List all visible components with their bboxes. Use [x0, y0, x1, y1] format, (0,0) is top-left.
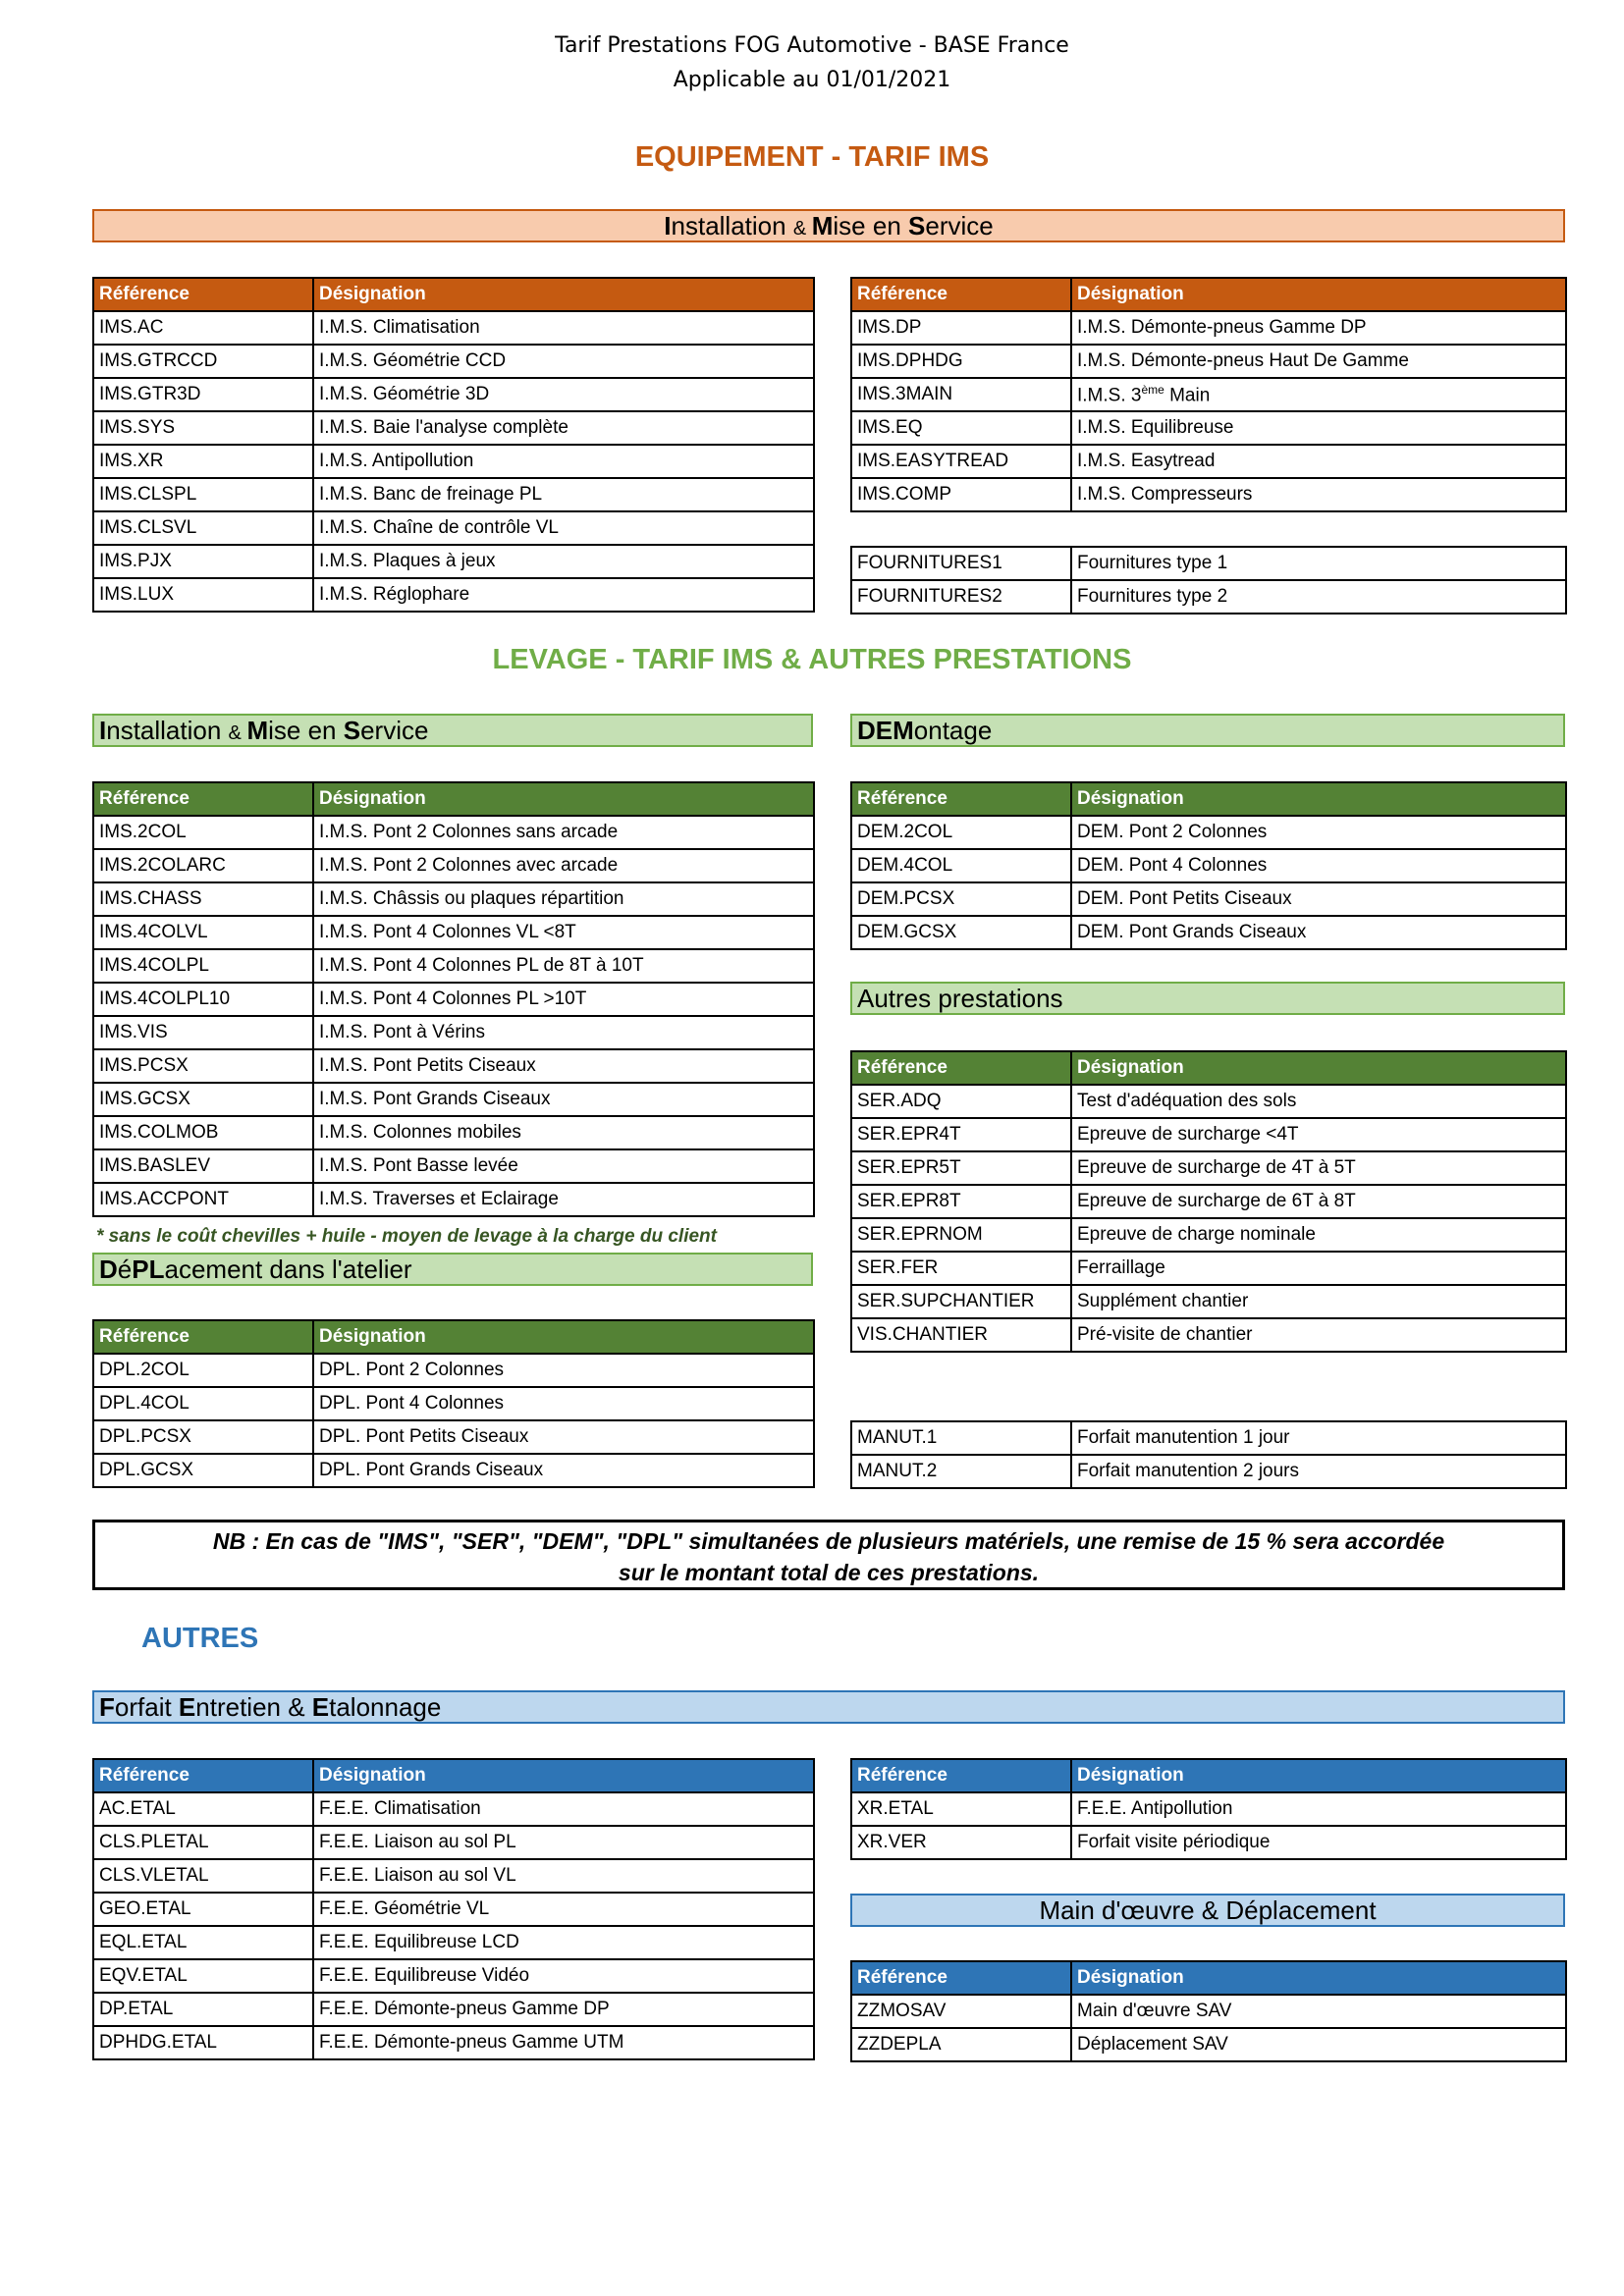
table-demontage [850, 781, 1567, 950]
cell-reference: IMS.ACCPONT [93, 1183, 313, 1216]
cell-reference: SER.EPR4T [851, 1118, 1071, 1151]
cell-reference: IMS.CLSVL [93, 511, 313, 545]
cell-designation: F.E.E. Antipollution [1071, 1792, 1566, 1826]
table-row [851, 882, 1566, 916]
table-manutention [850, 1420, 1567, 1489]
cell-designation: I.M.S. Pont Basse levée [313, 1149, 814, 1183]
document-date: Applicable au 01/01/2021 [673, 68, 951, 92]
cell-reference: IMS.LUX [93, 578, 313, 612]
table-row [93, 1183, 814, 1216]
section-title-levage: LEVAGE - TARIF IMS & AUTRES PRESTATIONS [492, 644, 1132, 675]
table-header-row [93, 1320, 814, 1354]
cell-reference: IMS.2COL [93, 816, 313, 849]
table-row [93, 1993, 814, 2026]
header-designation: Désignation [1071, 1961, 1566, 1995]
cell-reference: IMS.VIS [93, 1016, 313, 1049]
header-reference: Référence [93, 1759, 313, 1792]
cell-designation: I.M.S. Pont 4 Colonnes VL <8T [313, 916, 814, 949]
header-reference: Référence [93, 782, 313, 816]
cell-designation: I.M.S. Pont à Vérins [313, 1016, 814, 1049]
cell-reference: FOURNITURES2 [851, 580, 1071, 614]
table-row [93, 1926, 814, 1959]
cell-designation: Epreuve de charge nominale [1071, 1218, 1566, 1252]
cell-designation: DEM. Pont 2 Colonnes [1071, 816, 1566, 849]
table-autres-prestations [850, 1050, 1567, 1353]
table-row [93, 411, 814, 445]
cell-designation: Forfait manutention 2 jours [1071, 1455, 1566, 1488]
cell-designation: Forfait visite périodique [1071, 1826, 1566, 1859]
table-equipement-left [92, 277, 815, 613]
table-row [851, 1085, 1566, 1118]
band-autres-prestations: Autres prestations [850, 982, 1565, 1015]
cell-designation: Forfait manutention 1 jour [1071, 1421, 1566, 1455]
table-row [93, 1387, 814, 1420]
cell-designation: I.M.S. Easytread [1071, 445, 1566, 478]
table-antipollution [850, 1758, 1567, 1860]
table-row [93, 1826, 814, 1859]
header-designation: Désignation [1071, 1759, 1566, 1792]
table-row [93, 1893, 814, 1926]
header-designation: Désignation [1071, 278, 1566, 311]
table-row [93, 1420, 814, 1454]
designation-superscript: ème [1141, 382, 1164, 397]
table-main-oeuvre [850, 1960, 1567, 2062]
table-row [93, 1959, 814, 1993]
cell-reference: IMS.CHASS [93, 882, 313, 916]
cell-reference: MANUT.2 [851, 1455, 1071, 1488]
cell-designation: I.M.S. Compresseurs [1071, 478, 1566, 511]
table-row [851, 849, 1566, 882]
table-row [93, 983, 814, 1016]
cell-designation: I.M.S. Plaques à jeux [313, 545, 814, 578]
remise-note-line1: NB : En cas de "IMS", "SER", "DEM", "DPL" simultanées de plusieurs matériels, une remise de 15 % sera accordée [212, 1528, 1445, 1554]
cell-designation: F.E.E. Equilibreuse LCD [313, 1926, 814, 1959]
table-row [93, 1354, 814, 1387]
cell-designation: DPL. Pont Grands Ciseaux [313, 1454, 814, 1487]
table-equipement-right [850, 277, 1567, 512]
cell-designation: DEM. Pont Petits Ciseaux [1071, 882, 1566, 916]
table-row [851, 1252, 1566, 1285]
header-designation: Désignation [313, 1320, 814, 1354]
table-row [93, 545, 814, 578]
table-row [93, 1859, 814, 1893]
table-row [851, 2028, 1566, 2061]
cell-designation: I.M.S. Géométrie CCD [313, 345, 814, 378]
table-row [93, 511, 814, 545]
table-row [851, 1826, 1566, 1859]
table-row [851, 916, 1566, 949]
table-row [93, 1454, 814, 1487]
cell-reference: IMS.XR [93, 445, 313, 478]
cell-reference: ZZMOSAV [851, 1995, 1071, 2028]
cell-reference: DEM.PCSX [851, 882, 1071, 916]
cell-designation: I.M.S. Chaîne de contrôle VL [313, 511, 814, 545]
band-forfait-entretien: Forfait Entretien & Etalonnage [92, 1690, 1565, 1724]
cell-designation: Test d'adéquation des sols [1071, 1085, 1566, 1118]
table-row [93, 345, 814, 378]
table-forfait-entretien [92, 1758, 815, 2060]
cell-designation: Ferraillage [1071, 1252, 1566, 1285]
cell-designation: Fournitures type 1 [1071, 547, 1566, 580]
cell-designation: I.M.S. Pont Grands Ciseaux [313, 1083, 814, 1116]
band-equipement-ims: Installation & Mise en Service [92, 209, 1565, 242]
cell-designation: F.E.E. Liaison au sol PL [313, 1826, 814, 1859]
header-reference: Référence [851, 1759, 1071, 1792]
table-row [93, 1049, 814, 1083]
cell-reference: IMS.GCSX [93, 1083, 313, 1116]
table-row [93, 1083, 814, 1116]
cell-designation: I.M.S. Baie l'analyse complète [313, 411, 814, 445]
table-row [93, 916, 814, 949]
cell-designation: F.E.E. Equilibreuse Vidéo [313, 1959, 814, 1993]
table-row [93, 478, 814, 511]
cell-reference: DPL.2COL [93, 1354, 313, 1387]
cell-designation [1071, 378, 1566, 411]
cell-designation: I.M.S. Pont 2 Colonnes sans arcade [313, 816, 814, 849]
table-row [851, 478, 1566, 511]
cell-reference: SER.EPRNOM [851, 1218, 1071, 1252]
table-row [93, 849, 814, 882]
band-levage-ims: Installation & Mise en Service [92, 714, 813, 747]
cell-reference: IMS.DP [851, 311, 1071, 345]
table-header-row [851, 782, 1566, 816]
band-demontage: DEMontage [850, 714, 1565, 747]
table-row [93, 1149, 814, 1183]
cell-reference: IMS.EQ [851, 411, 1071, 445]
header-reference: Référence [851, 278, 1071, 311]
designation-text: I.M.S. 3 [1077, 385, 1142, 406]
band-deplacement: DéPLacement dans l'atelier [92, 1253, 813, 1286]
cell-reference: DPL.PCSX [93, 1420, 313, 1454]
cell-designation: I.M.S. Châssis ou plaques répartition [313, 882, 814, 916]
cell-reference: IMS.4COLPL [93, 949, 313, 983]
cell-reference: SER.EPR8T [851, 1185, 1071, 1218]
cell-reference: DP.ETAL [93, 1993, 313, 2026]
cell-designation: I.M.S. Banc de freinage PL [313, 478, 814, 511]
cell-reference: DEM.GCSX [851, 916, 1071, 949]
cell-designation: I.M.S. Pont 4 Colonnes PL >10T [313, 983, 814, 1016]
cell-designation: Main d'œuvre SAV [1071, 1995, 1566, 2028]
cell-designation: Epreuve de surcharge de 4T à 5T [1071, 1151, 1566, 1185]
table-row [851, 411, 1566, 445]
cell-designation: I.M.S. Climatisation [313, 311, 814, 345]
cell-reference: SER.FER [851, 1252, 1071, 1285]
cell-reference: FOURNITURES1 [851, 547, 1071, 580]
table-row [851, 445, 1566, 478]
header-designation: Désignation [313, 782, 814, 816]
document-title: Tarif Prestations FOG Automotive - BASE France [555, 33, 1069, 58]
cell-designation: I.M.S. Pont 2 Colonnes avec arcade [313, 849, 814, 882]
cell-reference: IMS.4COLVL [93, 916, 313, 949]
cell-reference: DPL.4COL [93, 1387, 313, 1420]
cell-designation: Epreuve de surcharge <4T [1071, 1118, 1566, 1151]
cell-reference: CLS.VLETAL [93, 1859, 313, 1893]
table-row [851, 1421, 1566, 1455]
header-reference: Référence [93, 1320, 313, 1354]
cell-designation: DPL. Pont 4 Colonnes [313, 1387, 814, 1420]
cell-designation: Déplacement SAV [1071, 2028, 1566, 2061]
cell-reference: IMS.CLSPL [93, 478, 313, 511]
table-levage-ims [92, 781, 815, 1217]
cell-reference: IMS.PCSX [93, 1049, 313, 1083]
cell-designation: I.M.S. Antipollution [313, 445, 814, 478]
table-row [93, 1116, 814, 1149]
cell-designation: DPL. Pont Petits Ciseaux [313, 1420, 814, 1454]
header-reference: Référence [851, 782, 1071, 816]
cell-designation: F.E.E. Climatisation [313, 1792, 814, 1826]
cell-designation: F.E.E. Liaison au sol VL [313, 1859, 814, 1893]
table-row [93, 445, 814, 478]
cell-reference: EQL.ETAL [93, 1926, 313, 1959]
band-main-oeuvre: Main d'œuvre & Déplacement [850, 1894, 1565, 1927]
table-row [851, 1151, 1566, 1185]
cell-designation: I.M.S. Traverses et Eclairage [313, 1183, 814, 1216]
designation-text: Main [1164, 385, 1211, 406]
cell-reference: IMS.BASLEV [93, 1149, 313, 1183]
cell-reference: GEO.ETAL [93, 1893, 313, 1926]
cell-reference: DEM.4COL [851, 849, 1071, 882]
cell-reference: EQV.ETAL [93, 1959, 313, 1993]
cell-designation: F.E.E. Géométrie VL [313, 1893, 814, 1926]
cell-reference: IMS.GTRCCD [93, 345, 313, 378]
header-designation: Désignation [313, 1759, 814, 1792]
table-row [851, 547, 1566, 580]
cell-designation: I.M.S. Réglophare [313, 578, 814, 612]
cell-reference: IMS.PJX [93, 545, 313, 578]
table-row [851, 1218, 1566, 1252]
table-row [851, 1185, 1566, 1218]
table-row [851, 1285, 1566, 1318]
header-designation: Désignation [1071, 782, 1566, 816]
header-reference: Référence [851, 1051, 1071, 1085]
cell-designation: I.M.S. Colonnes mobiles [313, 1116, 814, 1149]
table-row [851, 1995, 1566, 2028]
cell-designation: I.M.S. Pont Petits Ciseaux [313, 1049, 814, 1083]
table-header-row [93, 278, 814, 311]
cell-reference: XR.VER [851, 1826, 1071, 1859]
table-row [851, 378, 1566, 411]
cell-reference: VIS.CHANTIER [851, 1318, 1071, 1352]
cell-reference: SER.EPR5T [851, 1151, 1071, 1185]
table-row [93, 882, 814, 916]
table-row [851, 1792, 1566, 1826]
cell-reference: SER.ADQ [851, 1085, 1071, 1118]
cell-reference: IMS.4COLPL10 [93, 983, 313, 1016]
section-title-equipement: EQUIPEMENT - TARIF IMS [634, 141, 990, 173]
cell-reference: DPL.GCSX [93, 1454, 313, 1487]
table-header-row [851, 1759, 1566, 1792]
cell-reference: IMS.DPHDG [851, 345, 1071, 378]
cell-designation: DEM. Pont Grands Ciseaux [1071, 916, 1566, 949]
cell-designation: I.M.S. Géométrie 3D [313, 378, 814, 411]
cell-reference: XR.ETAL [851, 1792, 1071, 1826]
cell-designation: I.M.S. Démonte-pneus Haut De Gamme [1071, 345, 1566, 378]
table-row [93, 311, 814, 345]
cell-reference: ZZDEPLA [851, 2028, 1071, 2061]
table-row [851, 1455, 1566, 1488]
table-header-row [851, 278, 1566, 311]
cell-designation: F.E.E. Démonte-pneus Gamme UTM [313, 2026, 814, 2059]
table-fournitures [850, 546, 1567, 614]
header-designation: Désignation [1071, 1051, 1566, 1085]
table-header-row [851, 1961, 1566, 1995]
header-reference: Référence [93, 278, 313, 311]
table-header-row [93, 1759, 814, 1792]
cell-reference: AC.ETAL [93, 1792, 313, 1826]
table-row [93, 949, 814, 983]
cell-reference: DPHDG.ETAL [93, 2026, 313, 2059]
cell-designation: DPL. Pont 2 Colonnes [313, 1354, 814, 1387]
table-deplacement [92, 1319, 815, 1488]
header-reference: Référence [851, 1961, 1071, 1995]
table-row [851, 816, 1566, 849]
table-row [851, 1118, 1566, 1151]
header-designation: Désignation [313, 278, 814, 311]
table-row [851, 311, 1566, 345]
table-row [93, 578, 814, 612]
table-row [93, 1016, 814, 1049]
cell-designation: Fournitures type 2 [1071, 580, 1566, 614]
table-row [851, 580, 1566, 614]
table-header-row [93, 782, 814, 816]
table-row [93, 816, 814, 849]
cell-designation: Supplément chantier [1071, 1285, 1566, 1318]
remise-note-line2: sur le montant total de ces prestations. [618, 1560, 1040, 1585]
cell-reference: IMS.SYS [93, 411, 313, 445]
table-row [93, 2026, 814, 2059]
levage-footnote: * sans le coût chevilles + huile - moyen de levage à la charge du client [96, 1226, 717, 1247]
table-row [93, 1792, 814, 1826]
table-row [851, 345, 1566, 378]
cell-reference: CLS.PLETAL [93, 1826, 313, 1859]
cell-designation: Epreuve de surcharge de 6T à 8T [1071, 1185, 1566, 1218]
cell-reference: IMS.EASYTREAD [851, 445, 1071, 478]
remise-note [92, 1520, 1565, 1590]
cell-designation: I.M.S. Equilibreuse [1071, 411, 1566, 445]
cell-reference: IMS.COLMOB [93, 1116, 313, 1149]
cell-designation: I.M.S. Démonte-pneus Gamme DP [1071, 311, 1566, 345]
table-header-row [851, 1051, 1566, 1085]
cell-reference: IMS.GTR3D [93, 378, 313, 411]
cell-designation: I.M.S. Pont 4 Colonnes PL de 8T à 10T [313, 949, 814, 983]
cell-reference: IMS.3MAIN [851, 378, 1071, 411]
table-row [93, 378, 814, 411]
section-title-autres: AUTRES [141, 1623, 259, 1654]
cell-reference: SER.SUPCHANTIER [851, 1285, 1071, 1318]
cell-designation: DEM. Pont 4 Colonnes [1071, 849, 1566, 882]
cell-reference: IMS.COMP [851, 478, 1071, 511]
cell-designation: F.E.E. Démonte-pneus Gamme DP [313, 1993, 814, 2026]
cell-reference: IMS.AC [93, 311, 313, 345]
cell-reference: DEM.2COL [851, 816, 1071, 849]
cell-designation: Pré-visite de chantier [1071, 1318, 1566, 1352]
table-row [851, 1318, 1566, 1352]
cell-reference: MANUT.1 [851, 1421, 1071, 1455]
cell-reference: IMS.2COLARC [93, 849, 313, 882]
